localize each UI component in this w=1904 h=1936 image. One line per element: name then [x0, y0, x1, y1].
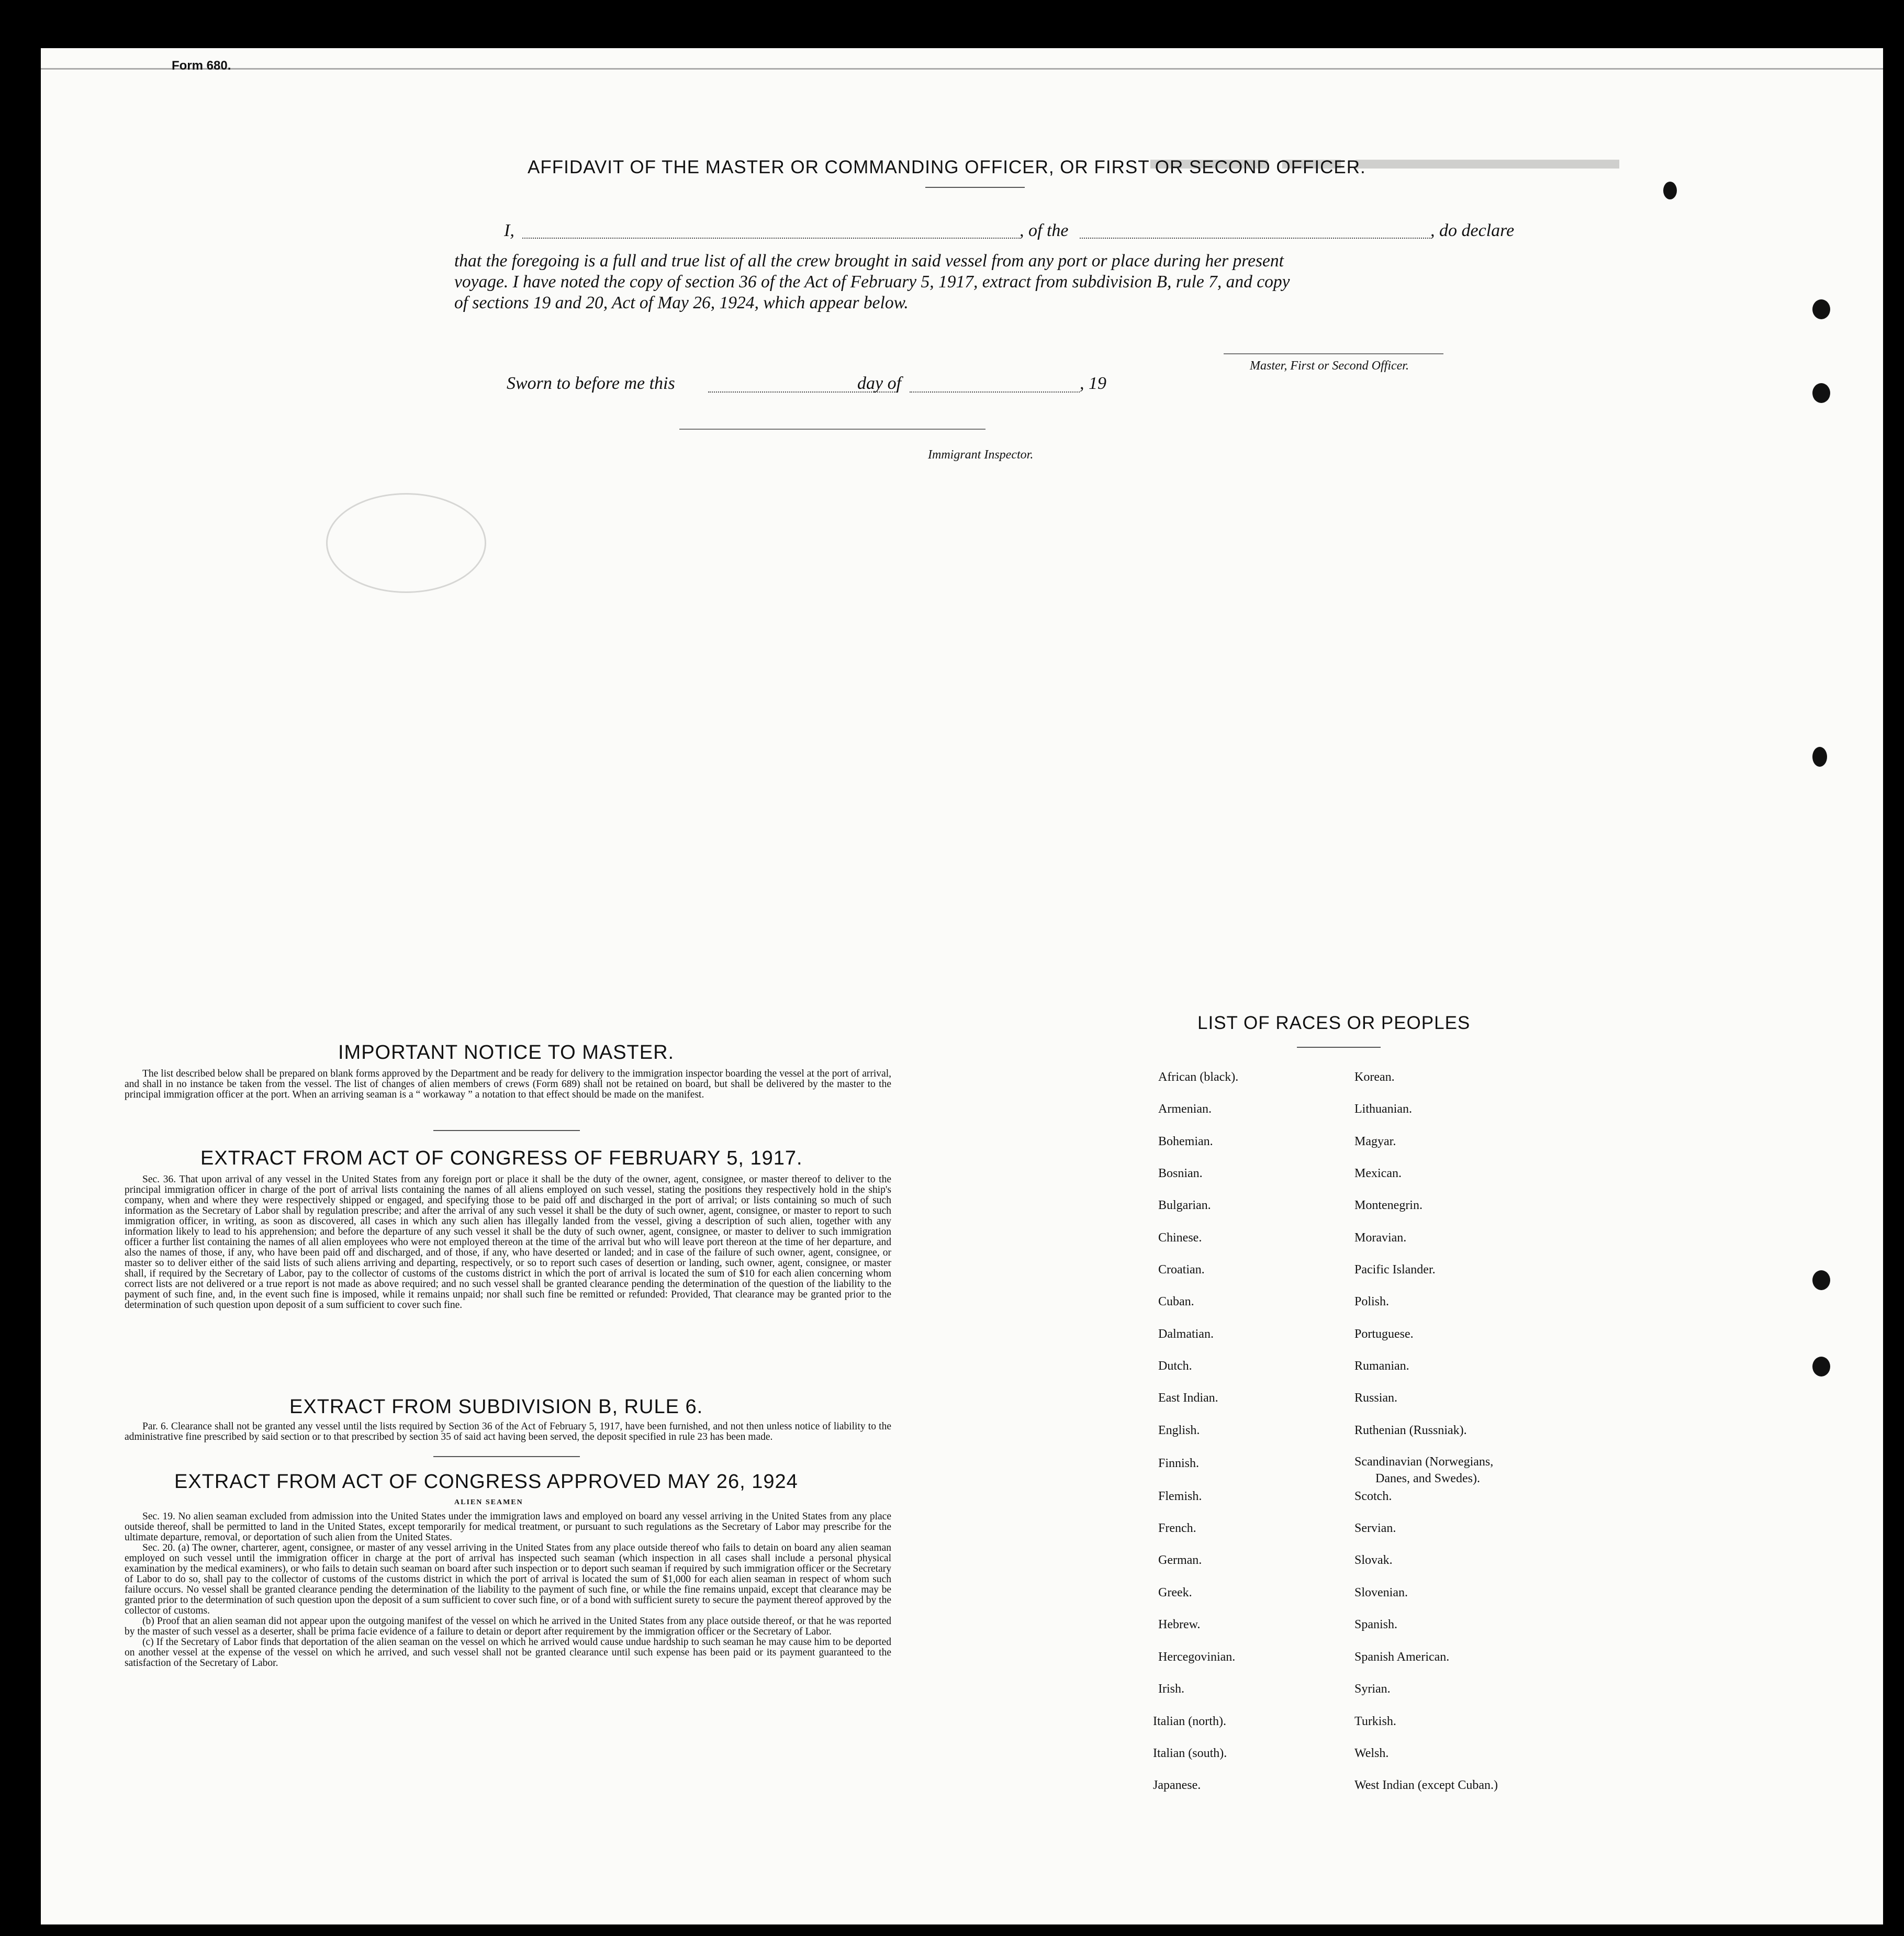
race-item: Servian.: [1354, 1521, 1396, 1535]
affidavit-line-4: of sections 19 and 20, Act of May 26, 1924, which appear below.: [454, 293, 909, 312]
race-item: Bohemian.: [1158, 1135, 1213, 1148]
race-item: Montenegrin.: [1354, 1199, 1423, 1212]
race-item: Bulgarian.: [1158, 1199, 1211, 1212]
divider: [1297, 1047, 1381, 1048]
affidavit-line-2: that the foregoing is a full and true list of all the crew brought in said vessel from any port or place during her present: [454, 251, 1284, 271]
affidavit-declare-label: , do declare: [1430, 221, 1515, 240]
race-item: Irish.: [1158, 1682, 1184, 1696]
year-label: , 19: [1080, 374, 1106, 393]
race-item: Italian (north).: [1153, 1715, 1226, 1728]
divider: [925, 187, 1025, 188]
form-number: Form 680.: [172, 59, 231, 73]
affidavit-title: AFFIDAVIT OF THE MASTER OR COMMANDING OFFICER, OR FIRST OR SECOND OFFICER.: [528, 157, 1366, 177]
race-item: Syrian.: [1354, 1682, 1391, 1696]
sworn-month-field[interactable]: [910, 391, 1080, 393]
race-item: Spanish American.: [1354, 1650, 1450, 1664]
section-20c: (c) If the Secretary of Labor finds that deportation of the alien seaman on the vessel on which he arrived would cause undue hardship to such seaman he may cause him to be deported on another vessel at the expense of the vessel on which he arrived, and such vessel shall not be granted clearance until such expense has been paid or its payment guaranteed to the satisfaction of the Secretary of Labor.: [125, 1637, 891, 1669]
master-signature-label: Master, First or Second Officer.: [1250, 359, 1409, 373]
binder-hole-icon: [1812, 383, 1830, 403]
race-item: Korean.: [1354, 1070, 1395, 1084]
race-item: Slovak.: [1354, 1553, 1393, 1567]
vessel-name-field[interactable]: [1080, 238, 1430, 239]
affidavit-i-label: I,: [504, 221, 514, 240]
divider: [433, 1130, 580, 1131]
race-item: Flemish.: [1158, 1490, 1202, 1503]
race-item: Polish.: [1354, 1295, 1390, 1308]
extract-rule6-title: EXTRACT FROM SUBDIVISION B, RULE 6.: [289, 1396, 703, 1418]
sworn-label: Sworn to before me this: [507, 374, 675, 393]
race-item: Rumanian.: [1354, 1359, 1409, 1373]
race-item: Spanish.: [1354, 1618, 1398, 1631]
race-item: Mexican.: [1354, 1167, 1402, 1180]
section-19: Sec. 19. No alien seaman excluded from admission into the United States under the immigration laws and employed on board any vessel arriving in the United States from any place outside thereof, shall be permitted to land in the United States, except temporarily for medical treatment, or pursuant to such regulations as the Secretary of Labor may prescribe for the ultimate departure, removal, or deportation of such alien from the United States.: [125, 1511, 891, 1543]
notice-title: IMPORTANT NOTICE TO MASTER.: [338, 1042, 675, 1064]
race-item: Hebrew.: [1158, 1618, 1201, 1631]
race-item: West Indian (except Cuban.): [1354, 1778, 1498, 1792]
binder-hole-icon: [1812, 1357, 1830, 1377]
section-20a: Sec. 20. (a) The owner, charterer, agent, consignee, or master of any vessel arriving in the United States from any place outside thereof who fails to detain on board any alien seaman employed on such vessel until the immigration officer in charge at the port of arrival has inspected such seaman (which inspection in all cases shall include a personal physical examination by the medical examiners), or who fails to detain such seaman on board after such inspection or to deport such seaman if required by such immigration officer or the Secretary of Labor to do so, shall pay to the collector of customs of the customs district in which the port of arrival is located the sum of $1,000 for each alien seaman in respect of whom such failure occurs. No vessel shall be granted clearance pending the determination of the liability to the payment of such fine, or while the fine remains unpaid, except that clearance may be granted prior to the determination of such question upon the deposit of a sum sufficient to cover such fine, or of a bond with sufficient surety to secure the payment thereof approved by the collector of customs.: [125, 1542, 891, 1616]
race-item: African (black).: [1158, 1070, 1239, 1084]
race-item: Cuban.: [1158, 1295, 1194, 1308]
race-item: Hercegovinian.: [1158, 1650, 1236, 1664]
binder-hole-icon: [1812, 299, 1830, 319]
extract-1917-title: EXTRACT FROM ACT OF CONGRESS OF FEBRUARY 5, 1917.: [200, 1147, 803, 1169]
section-20b: (b) Proof that an alien seaman did not appear upon the outgoing manifest of the vessel on which he arrived in the United States from any place outside thereof, or that he was reported by the master of such vessel as a deserter, shall be prima facie evidence of a failure to detain or deport after requirement by the immigration officer or the Secretary of Labor.: [125, 1616, 891, 1637]
race-item: East Indian.: [1158, 1391, 1218, 1405]
race-item: Lithuanian.: [1354, 1102, 1412, 1116]
extract-1917-body: Sec. 36. That upon arrival of any vessel in the United States from any foreign port or place it shall be the duty of the owner, agent, consignee, or master thereof to deliver to the principal immigration officer in charge of the port of arrival lists containing the names of all aliens employed on such vessel, stating the positions they respectively hold in the ship's company, when and where they were respectively shipped or engaged, and specifying those to be paid off and discharged in the port of arrival; or lists containing so much of such information as the Secretary of Labor shall by regulation prescribe; and after the arrival of any such vessel it shall be the duty of such owner, agent, consignee, or master to report to such immigration officer, in writing, as soon as discovered, all cases in which any such alien has illegally landed from the vessel, giving a description of such alien, together with any information likely to lead to his apprehension; and before the departure of any such vessel it shall be the duty of such owner, agent, consignee, or master to deliver to such immigration officer a further list containing the names of all alien employees who were not employed thereon at the time of the arrival but who will leave port thereon at the time of her departure, and also the names of those, if any, who have been paid off and discharged, and of those, if any, who have deserted or landed; and in case of the failure of such owner, agent, consignee, or master so to deliver either of the said lists of such aliens arriving and departing, respectively, or so to report such cases of desertion or landing, such owner, agent, consignee, or master shall, if required by the Secretary of Labor, pay to the collector of customs of the customs district in which the port of arrival is located the sum of $10 for each alien concerning whom correct lists are not delivered or a true report is not made as above required; and no such vessel shall be granted clearance pending the determination of the question of the liability to the payment of such fine, and, in the event such fine is imposed, while it remains unpaid; nor shall such fine be remitted or refunded: Provided, That clearance may be granted prior to the determination of such question upon deposit of a sum sufficient to cover such fine.: [125, 1174, 891, 1311]
extract-1924-title: EXTRACT FROM ACT OF CONGRESS APPROVED MAY 26, 1924: [174, 1471, 798, 1493]
form-page: [41, 48, 1883, 1924]
binder-hole-icon: [1812, 747, 1827, 767]
bleed-through-mark: ▬▬▬▬ ▬▬ ▬▬▬▬▬▬▬▬▬: [1150, 143, 1619, 175]
race-item: Italian (south).: [1153, 1747, 1227, 1760]
race-item: Greek.: [1158, 1586, 1192, 1599]
race-item: German.: [1158, 1553, 1202, 1567]
race-item: Welsh.: [1354, 1747, 1389, 1760]
race-item: Scotch.: [1354, 1490, 1392, 1503]
race-item: Turkish.: [1354, 1715, 1396, 1728]
binder-hole-icon: [1663, 182, 1677, 199]
race-item: English.: [1158, 1424, 1200, 1437]
race-item: Pacific Islander.: [1354, 1263, 1436, 1277]
race-item: Dutch.: [1158, 1359, 1192, 1373]
race-item: Scandinavian (Norwegians,: [1354, 1455, 1494, 1469]
race-item: Moravian.: [1354, 1231, 1407, 1245]
faint-stamp-mark: [326, 493, 486, 593]
race-item: Armenian.: [1158, 1102, 1212, 1116]
race-item: Danes, and Swedes).: [1375, 1472, 1480, 1485]
inspector-signature-line[interactable]: [679, 429, 985, 430]
binder-hole-icon: [1812, 1270, 1830, 1290]
races-title: LIST OF RACES OR PEOPLES: [1197, 1013, 1471, 1033]
page-top-edge: [41, 68, 1883, 70]
master-signature-line[interactable]: [1224, 353, 1443, 354]
notice-body: The list described below shall be prepared on blank forms approved by the Department and be ready for delivery to the immigration inspector boarding the vessel at the port of arrival, and shall in no instance be taken from the vessel. The list of changes of alien members of crews (Form 689) shall not be retained on board, but shall be delivered by the master to the principal immigration officer at the port. When an arriving seaman is a “ workaway ” a notation to that effect should be made on the manifest.: [125, 1068, 891, 1100]
race-item: Ruthenian (Russniak).: [1354, 1424, 1467, 1437]
affidavit-line-3: voyage. I have noted the copy of section 36 of the Act of February 5, 1917, extract from subdivision B, rule 7, and copy: [454, 272, 1290, 292]
extract-rule6-body: Par. 6. Clearance shall not be granted any vessel until the lists required by Section 36 of the Act of February 5, 1917, have been furnished, and not then unless notice of liability to the administrative fine prescribed by said section or to that prescribed by section 35 of said act having been served, the deposit specified in rule 23 has been made.: [125, 1421, 891, 1442]
race-item: Russian.: [1354, 1391, 1398, 1405]
alien-seamen-subtitle: ALIEN SEAMEN: [454, 1498, 523, 1506]
race-item: Finnish.: [1158, 1457, 1200, 1470]
divider: [433, 1456, 580, 1457]
extract-1924-body: [125, 1512, 891, 1669]
affidavit-of-the-label: , of the: [1020, 221, 1069, 240]
race-item: Portuguese.: [1354, 1327, 1414, 1341]
race-item: Japanese.: [1153, 1778, 1201, 1792]
race-item: Magyar.: [1354, 1135, 1396, 1148]
race-item: Chinese.: [1158, 1231, 1202, 1245]
race-item: Dalmatian.: [1158, 1327, 1214, 1341]
officer-name-field[interactable]: [522, 238, 1020, 239]
race-item: Croatian.: [1158, 1263, 1205, 1277]
inspector-signature-label: Immigrant Inspector.: [928, 448, 1034, 462]
race-item: French.: [1158, 1521, 1196, 1535]
race-item: Slovenian.: [1354, 1586, 1408, 1599]
race-item: Bosnian.: [1158, 1167, 1203, 1180]
day-of-label: day of: [857, 374, 902, 393]
